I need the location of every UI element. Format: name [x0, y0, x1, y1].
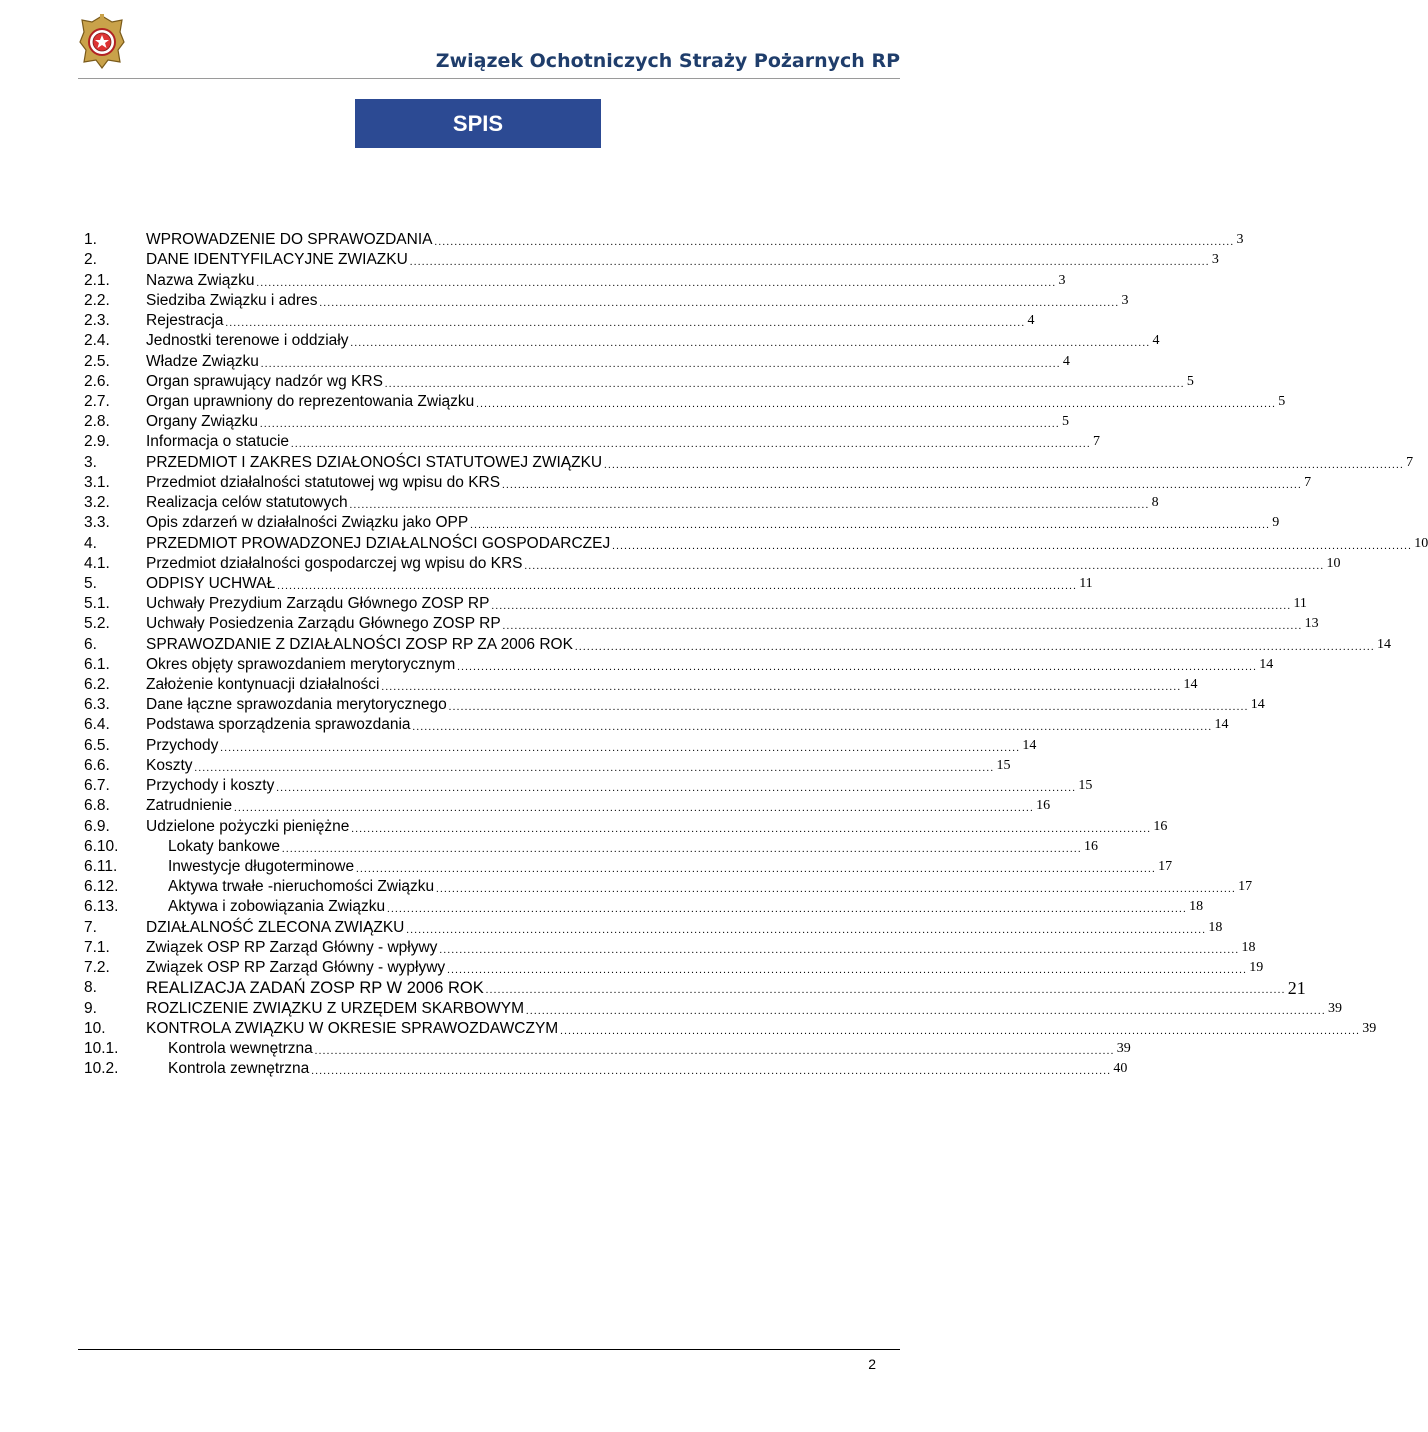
- toc-entry-title: Przedmiot działalności statutowej wg wpisu do KRS: [146, 473, 501, 491]
- toc-entry-title: WPROWADZENIE DO SPRAWOZDANIA: [146, 231, 433, 249]
- toc-entry[interactable]: [84, 473, 1312, 493]
- toc-entry-page: 4: [1027, 313, 1035, 329]
- toc-entry-number: 6.4.: [84, 716, 110, 734]
- toc-entry-page: 16: [1084, 838, 1099, 854]
- toc-leader-dots: ........................................................................................................................................................................................................: [351, 823, 1152, 835]
- toc-heading: SPIS: [355, 99, 601, 148]
- toc-entry-page: 14: [1259, 656, 1274, 672]
- toc-leader-dots: ........................................................................................................................................................................................................: [225, 318, 1026, 330]
- toc-entry[interactable]: [84, 372, 1194, 392]
- toc-leader-dots: ........................................................................................................................................................................................................: [256, 277, 1057, 289]
- toc-entry-page: 3: [1058, 272, 1066, 288]
- toc-entry-number: 7.2.: [84, 959, 110, 977]
- toc-entry[interactable]: [84, 250, 1219, 270]
- toc-entry-title: Aktywa i zobowiązania Związku: [168, 898, 386, 916]
- toc-leader-dots: ........................................................................................................................................................................................................: [574, 641, 1375, 653]
- toc-entry-number: 10.: [84, 1019, 106, 1037]
- organization-title: Związek Ochotniczych Straży Pożarnych RP: [435, 50, 900, 72]
- toc-entry-number: 6.3.: [84, 696, 110, 714]
- toc-leader-dots: ........................................................................................................................................................................................................: [447, 965, 1248, 977]
- toc-entry[interactable]: [84, 938, 1256, 958]
- toc-leader-dots: ........................................................................................................................................................................................................: [439, 944, 1240, 956]
- toc-entry[interactable]: [84, 877, 1253, 897]
- toc-entry-number: 4.: [84, 534, 97, 552]
- toc-entry[interactable]: [84, 574, 1093, 594]
- toc-entry-title: Organy Związku: [146, 413, 258, 431]
- toc-entry-number: 4.1.: [84, 554, 110, 572]
- toc-entry[interactable]: [84, 756, 1011, 776]
- toc-entry-title: Przychody i koszty: [146, 777, 275, 795]
- toc-entry[interactable]: [84, 776, 1093, 796]
- toc-entry-page: 15: [1078, 778, 1093, 794]
- toc-entry-number: 6.10.: [84, 837, 119, 855]
- toc-entry-title: REALIZACJA ZADAŃ ZOSP RP W 2006 ROK: [146, 979, 484, 998]
- toc-entry-title: Władze Związku: [146, 352, 259, 370]
- toc-entry-number: 2.9.: [84, 433, 110, 451]
- toc-entry-page: 7: [1093, 434, 1101, 450]
- toc-entry-page: 21: [1287, 978, 1306, 999]
- toc-entry-page: 11: [1079, 575, 1093, 591]
- toc-entry-title: Lokaty bankowe: [168, 837, 281, 855]
- toc-entry-title: Związek OSP RP Zarząd Główny - wypływy: [146, 959, 446, 977]
- toc-entry-title: Kontrola wewnętrzna: [168, 1039, 313, 1057]
- toc-entry[interactable]: [84, 655, 1274, 675]
- toc-entry-title: Związek OSP RP Zarząd Główny - wpływy: [146, 938, 438, 956]
- toc-leader-dots: ........................................................................................................................................................................................................: [457, 661, 1258, 673]
- toc-entry[interactable]: [84, 513, 1280, 533]
- toc-entry[interactable]: [84, 958, 1264, 978]
- toc-leader-dots: ........................................................................................................................................................................................................: [526, 1005, 1327, 1017]
- header-divider: [78, 78, 900, 79]
- toc-entry-page: 13: [1304, 616, 1319, 632]
- toc-entry[interactable]: [84, 1059, 1128, 1079]
- toc-leader-dots: ........................................................................................................................................................................................................: [349, 500, 1150, 512]
- toc-leader-dots: ........................................................................................................................................................................................................: [259, 419, 1060, 431]
- toc-entry-page: 40: [1113, 1061, 1128, 1077]
- toc-leader-dots: ........................................................................................................................................................................................................: [524, 560, 1325, 572]
- toc-leader-dots: ........................................................................................................................................................................................................: [260, 358, 1061, 370]
- toc-leader-dots: ........................................................................................................................................................................................................: [406, 924, 1207, 936]
- toc-entry-number: 3.1.: [84, 473, 110, 491]
- toc-entry[interactable]: [84, 857, 1173, 877]
- toc-entry-page: 17: [1158, 859, 1173, 874]
- toc-leader-dots: ........................................................................................................................................................................................................: [282, 843, 1083, 855]
- toc-entry-number: 2.3.: [84, 312, 110, 330]
- toc-entry-title: Założenie kontynuacji działalności: [146, 676, 380, 694]
- toc-leader-dots: ........................................................................................................................................................................................................: [436, 884, 1237, 896]
- toc-entry-title: Uchwały Posiedzenia Zarządu Głównego ZOSP RP: [146, 615, 501, 633]
- toc-entry-title: Siedziba Związku i adres: [146, 291, 318, 309]
- toc-leader-dots: ........................................................................................................................................................................................................: [604, 459, 1405, 471]
- toc-leader-dots: ........................................................................................................................................................................................................: [319, 297, 1120, 309]
- toc-entry[interactable]: [84, 897, 1204, 917]
- toc-entry-title: KONTROLA ZWIĄZKU W OKRESIE SPRAWOZDAWCZYM: [146, 1019, 559, 1037]
- toc-entry-title: DZIAŁALNOŚĆ ZLECONA ZWIĄZKU: [146, 918, 405, 936]
- toc-leader-dots: ........................................................................................................................................................................................................: [434, 237, 1235, 249]
- toc-entry-number: 2.6.: [84, 372, 110, 390]
- toc-entry-page: 18: [1208, 919, 1223, 935]
- toc-entry-page: 10: [1414, 535, 1428, 551]
- toc-entry[interactable]: [84, 1039, 1131, 1059]
- toc-entry[interactable]: [84, 331, 1160, 351]
- toc-entry-title: Informacja o statucie: [146, 433, 290, 451]
- toc-entry-number: 6.12.: [84, 878, 119, 896]
- toc-entry[interactable]: [84, 533, 1428, 553]
- toc-entry[interactable]: [84, 412, 1069, 432]
- toc-entry-page: 14: [1214, 717, 1229, 733]
- toc-entry-page: 4: [1152, 333, 1160, 349]
- toc-entry-number: 5.: [84, 574, 97, 592]
- toc-entry-title: ODPISY UCHWAŁ: [146, 574, 276, 592]
- toc-entry-number: 6.6.: [84, 756, 110, 774]
- toc-entry-number: 6.11.: [84, 858, 118, 875]
- toc-entry-title: Okres objęty sprawozdaniem merytorycznym: [146, 655, 456, 673]
- toc-entry[interactable]: [84, 837, 1099, 857]
- toc-entry-title: ROZLICZENIE ZWIĄZKU Z URZĘDEM SKARBOWYM: [146, 999, 525, 1017]
- toc-leader-dots: ........................................................................................................................................................................................................: [234, 803, 1035, 815]
- toc-entry-page: 5: [1278, 393, 1286, 409]
- toc-leader-dots: ........................................................................................................................................................................................................: [502, 479, 1303, 491]
- toc-entry-page: 18: [1241, 939, 1256, 955]
- toc-leader-dots: ........................................................................................................................................................................................................: [560, 1025, 1361, 1037]
- toc-entry[interactable]: [84, 695, 1265, 715]
- toc-entry-number: 7.: [84, 918, 97, 936]
- toc-entry-number: 6.5.: [84, 736, 110, 754]
- toc-entry[interactable]: [84, 392, 1286, 412]
- toc-entry[interactable]: [84, 917, 1223, 937]
- toc-entry-number: 6.8.: [84, 797, 110, 815]
- footer-divider: [78, 1349, 900, 1350]
- toc-entry[interactable]: [84, 735, 1037, 755]
- toc-entry-page: 9: [1272, 515, 1280, 531]
- toc-entry[interactable]: [84, 452, 1414, 472]
- toc-entry-number: 6.9.: [84, 817, 110, 835]
- toc-entry-number: 9.: [84, 999, 97, 1017]
- toc-leader-dots: ........................................................................................................................................................................................................: [381, 682, 1182, 694]
- toc-entry-page: 7: [1406, 454, 1414, 470]
- toc-entry[interactable]: [84, 270, 1066, 290]
- toc-leader-dots: ........................................................................................................................................................................................................: [485, 985, 1286, 997]
- toc-entry-page: 14: [1376, 636, 1391, 652]
- toc-entry-page: 3: [1121, 292, 1129, 308]
- toc-entry-page: 14: [1022, 737, 1037, 753]
- toc-leader-dots: ........................................................................................................................................................................................................: [384, 378, 1185, 390]
- toc-entry-title: Zatrudnienie: [146, 797, 233, 815]
- toc-entry-title: Podstawa sporządzenia sprawozdania: [146, 716, 411, 734]
- toc-entry-number: 5.2.: [84, 615, 110, 633]
- toc-entry[interactable]: [84, 311, 1035, 331]
- toc-entry-title: Inwestycje długoterminowe: [168, 858, 355, 875]
- toc-entry-number: 3.: [84, 453, 97, 471]
- toc-entry-page: 16: [1153, 818, 1168, 834]
- toc-entry-page: 11: [1293, 596, 1307, 612]
- toc-entry-title: Kontrola zewnętrzna: [168, 1060, 310, 1078]
- toc-entry-title: Dane łączne sprawozdania merytorycznego: [146, 696, 447, 714]
- toc-entry[interactable]: [84, 998, 1343, 1018]
- toc-entry-page: 19: [1249, 960, 1264, 976]
- toc-leader-dots: ........................................................................................................................................................................................................: [491, 601, 1292, 613]
- toc-entry-number: 2.: [84, 251, 97, 269]
- toc-entry[interactable]: [84, 675, 1198, 695]
- toc-entry-number: 8.: [84, 979, 97, 997]
- toc-leader-dots: ........................................................................................................................................................................................................: [350, 338, 1151, 350]
- toc-entry-title: Organ sprawujący nadzór wg KRS: [146, 372, 383, 390]
- toc-leader-dots: ........................................................................................................................................................................................................: [502, 621, 1303, 633]
- toc-leader-dots: ........................................................................................................................................................................................................: [476, 398, 1277, 410]
- toc-entry-number: 2.2.: [84, 291, 110, 309]
- toc-entry[interactable]: [84, 978, 1306, 999]
- toc-entry-title: Uchwały Prezydium Zarządu Głównego ZOSP RP: [146, 595, 490, 613]
- toc-entry-number: 2.7.: [84, 392, 110, 410]
- toc-entry-title: Opis zdarzeń w działalności Związku jako OPP: [146, 514, 469, 532]
- fire-brigade-emblem-icon: [78, 14, 126, 70]
- toc-entry-number: 10.2.: [84, 1060, 119, 1078]
- toc-entry-title: Jednostki terenowe i oddziały: [146, 332, 349, 350]
- toc-entry-page: 15: [996, 757, 1011, 773]
- toc-entry-page: 10: [1326, 555, 1341, 571]
- toc-entry-page: 39: [1116, 1040, 1131, 1056]
- toc-leader-dots: ........................................................................................................................................................................................................: [291, 439, 1092, 451]
- toc-entry-title: Realizacja celów statutowych: [146, 494, 348, 512]
- toc-entry[interactable]: [84, 715, 1229, 735]
- toc-entry-page: 14: [1183, 677, 1198, 693]
- toc-entry-number: 2.1.: [84, 271, 110, 289]
- toc-entry-number: 6.: [84, 635, 97, 653]
- toc-entry[interactable]: [84, 634, 1391, 654]
- toc-entry[interactable]: [84, 594, 1307, 614]
- toc-entry-number: 6.13.: [84, 898, 119, 916]
- toc-leader-dots: ........................................................................................................................................................................................................: [194, 762, 995, 774]
- toc-entry[interactable]: [84, 493, 1159, 513]
- toc-entry-number: 7.1.: [84, 938, 110, 956]
- toc-entry[interactable]: [84, 816, 1168, 836]
- toc-leader-dots: ........................................................................................................................................................................................................: [314, 1045, 1115, 1057]
- toc-entry[interactable]: [84, 291, 1129, 311]
- toc-entry-page: 8: [1151, 495, 1159, 511]
- toc-entry[interactable]: [84, 230, 1244, 250]
- toc-entry-number: 1.: [84, 231, 97, 249]
- toc-entry-title: Aktywa trwałe -nieruchomości Związku: [168, 878, 435, 896]
- toc-entry-page: 7: [1304, 474, 1312, 490]
- toc-leader-dots: ........................................................................................................................................................................................................: [311, 1066, 1112, 1078]
- toc-leader-dots: ........................................................................................................................................................................................................: [276, 783, 1077, 795]
- toc-entry-number: 2.4.: [84, 332, 110, 350]
- toc-entry-title: PRZEDMIOT I ZAKRES DZIAŁONOŚCI STATUTOWEJ ZWIĄZKU: [146, 453, 603, 471]
- toc-leader-dots: ........................................................................................................................................................................................................: [277, 580, 1078, 592]
- toc-entry-title: Rejestracja: [146, 312, 224, 330]
- toc-entry-number: 2.8.: [84, 413, 110, 431]
- toc-entry-number: 2.5.: [84, 352, 110, 370]
- toc-entry[interactable]: [84, 351, 1070, 371]
- toc-leader-dots: ........................................................................................................................................................................................................: [612, 540, 1413, 552]
- toc-entry-title: DANE IDENTYFILACYJNE ZWIAZKU: [146, 251, 408, 269]
- toc-entry-title: SPRAWOZDANIE Z DZIAŁALNOŚCI ZOSP RP ZA 2006 ROK: [146, 635, 573, 653]
- toc-entry[interactable]: [84, 554, 1341, 574]
- toc-entry-title: Przedmiot działalności gospodarczej wg wpisu do KRS: [146, 554, 523, 572]
- toc-entry-number: 6.2.: [84, 676, 110, 694]
- toc-entry-page: 39: [1362, 1020, 1377, 1036]
- toc-entry-title: Nazwa Związku: [146, 271, 255, 289]
- toc-leader-dots: ........................................................................................................................................................................................................: [448, 702, 1249, 714]
- toc-leader-dots: ........................................................................................................................................................................................................: [356, 864, 1157, 875]
- toc-entry-title: Koszty: [146, 756, 193, 774]
- toc-entry-page: 5: [1061, 414, 1069, 430]
- toc-entry-number: 5.1.: [84, 595, 110, 613]
- toc-entry-number: 3.3.: [84, 514, 110, 532]
- toc-entry-page: 17: [1238, 879, 1253, 895]
- toc-entry-title: Przychody: [146, 736, 219, 754]
- toc-entry[interactable]: [84, 432, 1101, 452]
- toc-entry-page: 18: [1189, 899, 1204, 915]
- toc-entry[interactable]: [84, 796, 1051, 816]
- toc-entry-page: 4: [1062, 353, 1070, 369]
- toc-entry[interactable]: [84, 614, 1319, 634]
- toc-entry-page: 3: [1211, 252, 1219, 268]
- toc-entry-number: 10.1.: [84, 1039, 119, 1057]
- toc-entry-number: 3.2.: [84, 494, 110, 512]
- toc-leader-dots: ........................................................................................................................................................................................................: [409, 257, 1210, 269]
- toc-entry-page: 3: [1236, 232, 1244, 248]
- toc-entry-number: 6.7.: [84, 777, 110, 795]
- table-of-contents: [84, 230, 1428, 1079]
- toc-entry-page: 14: [1250, 697, 1265, 713]
- toc-entry-page: 39: [1328, 1000, 1343, 1016]
- toc-leader-dots: ........................................................................................................................................................................................................: [470, 520, 1271, 532]
- toc-entry-page: 5: [1186, 373, 1194, 389]
- page-number: 2: [868, 1356, 876, 1372]
- toc-leader-dots: ........................................................................................................................................................................................................: [220, 742, 1021, 754]
- toc-entry-page: 16: [1036, 798, 1051, 814]
- toc-leader-dots: ........................................................................................................................................................................................................: [412, 722, 1213, 734]
- toc-leader-dots: ........................................................................................................................................................................................................: [387, 904, 1188, 916]
- toc-entry[interactable]: [84, 1019, 1377, 1039]
- toc-entry-title: Organ uprawniony do reprezentowania Związku: [146, 392, 475, 410]
- toc-entry-title: Udzielone pożyczki pieniężne: [146, 817, 350, 835]
- toc-entry-title: PRZEDMIOT PROWADZONEJ DZIAŁALNOŚCI GOSPODARCZEJ: [146, 534, 611, 552]
- toc-entry-number: 6.1.: [84, 655, 110, 673]
